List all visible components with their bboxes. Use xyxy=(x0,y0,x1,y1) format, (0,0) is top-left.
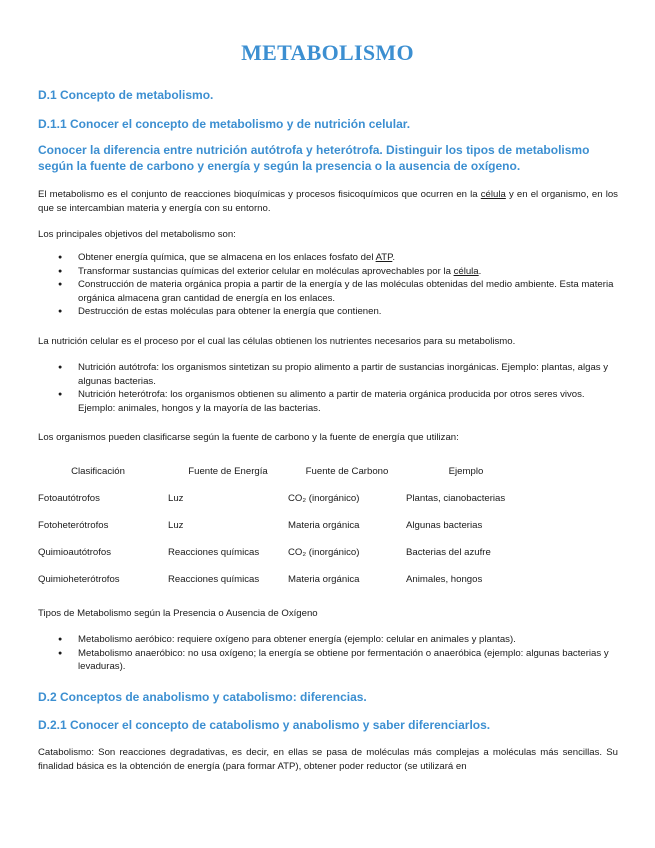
table-cell: Materia orgánica xyxy=(288,574,360,585)
table-row xyxy=(38,539,526,566)
table-cell: Fotoautótrofos xyxy=(38,493,100,504)
table-header-row xyxy=(38,458,526,485)
table-cell: Fotoheterótrofos xyxy=(38,520,109,531)
table-cell: Materia orgánica xyxy=(288,520,360,531)
heading-d1: D.1 Concepto de metabolismo. xyxy=(38,88,214,102)
table-row xyxy=(38,485,526,512)
link-celula-2[interactable]: célula xyxy=(453,265,479,277)
table-cell: Quimioautótrofos xyxy=(38,547,112,558)
heading-d1-1: D.1.1 Conocer el concepto de metabolismo y de nutrición celular. xyxy=(38,117,411,131)
table-cell: Plantas, cianobacterias xyxy=(406,493,506,504)
table-cell: Luz xyxy=(168,520,184,531)
classification-table xyxy=(38,458,526,593)
table-cell: Reacciones químicas xyxy=(168,574,260,585)
link-celula[interactable]: célula xyxy=(480,189,506,200)
table-cell: Animales, hongos xyxy=(406,574,483,585)
table-cell: CO₂ (inorgánico) xyxy=(288,547,360,558)
table-cell: Quimioheterótrofos xyxy=(38,574,120,585)
nutrition-intro: La nutrición celular es el proceso por el cual las células obtienen los nutrientes necesarios para su metabolismo. xyxy=(38,336,516,347)
classification-intro: Los organismos pueden clasificarse según la fuente de carbono y la fuente de energía que utilizan: xyxy=(38,432,459,443)
link-atp[interactable]: ATP xyxy=(375,252,393,263)
heading-d2: D.2 Conceptos de anabolismo y catabolismo: diferencias. xyxy=(38,690,367,704)
list-item: ● Metabolismo anaeróbico: no usa oxígeno; la energía se obtiene por fermentación o anaeróbica (ejemplo: algunas bacterias y levaduras). xyxy=(58,647,618,674)
objectives-list xyxy=(58,251,618,319)
table-row xyxy=(38,512,526,539)
list-item: ● Nutrición heterótrofa: los organismos obtienen su alimento a partir de materia orgánica producida por otros seres vivos. Ejemplo: animales, hongos y la mayoría de las bacterias. xyxy=(58,388,618,415)
table-header: Fuente de Energía xyxy=(188,466,268,477)
table-cell: Bacterias del azufre xyxy=(406,547,491,558)
heading-d2-1: D.2.1 Conocer el concepto de catabolismo y anabolismo y saber diferenciarlos. xyxy=(38,718,491,732)
table-cell: Luz xyxy=(168,493,184,504)
list-item: ● Metabolismo aeróbico: requiere oxígeno para obtener energía (ejemplo: celular en animales y plantas). xyxy=(58,633,618,647)
nutrition-list xyxy=(58,361,618,415)
list-item: ● Construcción de materia orgánica propia a partir de la energía y de las moléculas obtenidas del medio ambiente. Esta materia orgánica almacena gran cantidad de energía en los enlaces. xyxy=(58,278,618,305)
table-header: Fuente de Carbono xyxy=(305,466,389,477)
page-title: METABOLISMO xyxy=(241,40,414,65)
table-header: Ejemplo xyxy=(448,466,484,477)
intro-paragraph: El metabolismo es el conjunto de reacciones bioquímicas y procesos fisicoquímicos que ocurren en la célula y en el organismo, en los que se intercambian materia y energía con su entorno. xyxy=(38,189,618,214)
table-header: Clasificación xyxy=(71,466,125,477)
oxygen-intro: Tipos de Metabolismo según la Presencia o Ausencia de Oxígeno xyxy=(38,608,318,619)
heading-objective: Conocer la diferencia entre nutrición autótrofa y heterótrofa. Distinguir los tipos de metabolismo según la fuente de carbono y energía y según la presencia o la ausencia de oxígeno. xyxy=(38,143,590,173)
list-item: ● Obtener energía química, que se almacena en los enlaces fosfato del ATP. xyxy=(58,251,618,265)
oxygen-list xyxy=(58,633,618,674)
table-cell: Reacciones químicas xyxy=(168,547,260,558)
list-item: ● Destrucción de estas moléculas para obtener la energía que contienen. xyxy=(58,305,618,319)
table-cell: CO₂ (inorgánico) xyxy=(288,493,360,504)
catabolism-paragraph: Catabolismo: Son reacciones degradativas, es decir, en ellas se pasa de moléculas más complejas a moléculas más sencillas. Su finalidad básica es la obtención de energía (para formar ATP), obtener poder reductor (se utilizará en xyxy=(38,747,618,772)
table-cell: Algunas bacterias xyxy=(406,520,483,531)
table-row xyxy=(38,566,526,593)
list-item: ● Nutrición autótrofa: los organismos sintetizan su propio alimento a partir de sustancias inorgánicas. Ejemplo: plantas, algas y algunas bacterias. xyxy=(58,361,618,388)
objectives-intro: Los principales objetivos del metabolismo son: xyxy=(38,229,236,240)
list-item: ● Transformar sustancias químicas del exterior celular en moléculas aprovechables por la célula. xyxy=(58,265,618,279)
